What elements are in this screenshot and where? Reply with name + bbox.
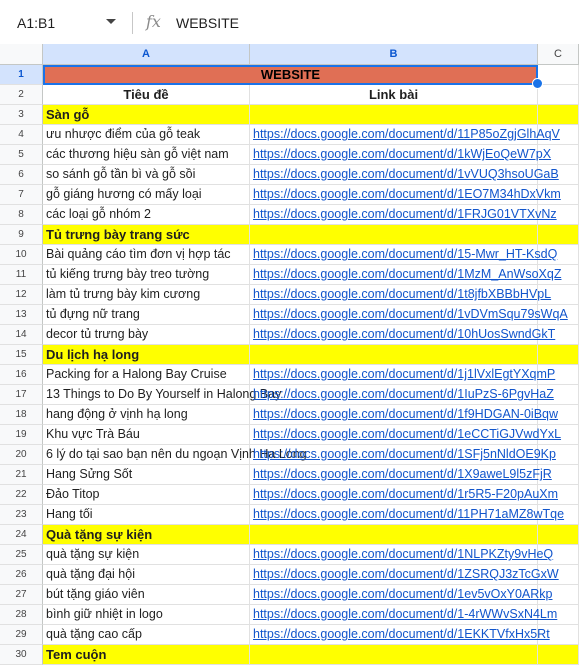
doc-link[interactable]: https://docs.google.com/document/d/1-4rWWvSxN4Lm	[253, 607, 558, 621]
doc-link[interactable]: https://docs.google.com/document/d/1EO7M34hDxVkm	[253, 187, 561, 201]
table-row	[0, 165, 579, 185]
empty-cell-c[interactable]	[538, 605, 579, 625]
row-header[interactable]: 19	[0, 425, 43, 445]
doc-link[interactable]: https://docs.google.com/document/d/1MzM_AnWsoXqZ	[253, 267, 562, 281]
table-row	[0, 365, 579, 385]
title-cell[interactable]: gỗ giáng hương có mấy loại	[43, 185, 250, 205]
select-all-corner[interactable]	[0, 44, 43, 65]
title-cell[interactable]: bình giữ nhiệt in logo	[43, 605, 250, 625]
table-row	[0, 465, 579, 485]
empty-cell-c[interactable]	[538, 185, 579, 205]
link-cell[interactable]	[250, 325, 556, 345]
formula-bar	[0, 0, 579, 44]
table-row	[0, 625, 579, 645]
row-header[interactable]: 29	[0, 625, 43, 645]
title-cell[interactable]: tủ kiếng trưng bày treo tường	[43, 265, 250, 285]
row-header[interactable]: 18	[0, 405, 43, 425]
row-header[interactable]: 6	[0, 165, 43, 185]
section-title-cell[interactable]: Sàn gỗ	[43, 105, 250, 125]
empty-cell-c[interactable]	[538, 505, 579, 525]
empty-cell-c[interactable]	[538, 65, 579, 85]
doc-link[interactable]: https://docs.google.com/document/d/15-Mwr_HT-KsdQ	[253, 247, 558, 261]
link-cell[interactable]	[250, 205, 557, 225]
chevron-down-icon[interactable]	[106, 19, 116, 24]
doc-link[interactable]: https://docs.google.com/document/d/1SFj5nNldOE9Kp	[253, 447, 556, 461]
link-cell[interactable]	[250, 485, 559, 505]
doc-link[interactable]: https://docs.google.com/document/d/1eCCTiGJVwdYxL	[253, 427, 562, 441]
title-cell[interactable]: quà tặng cao cấp	[43, 625, 250, 645]
empty-cell-c[interactable]	[538, 445, 579, 465]
table-row	[0, 605, 579, 625]
spreadsheet-grid	[0, 44, 579, 666]
table-row	[0, 145, 579, 165]
row-header[interactable]: 2	[0, 85, 43, 105]
title-cell[interactable]: 13 Things to Do By Yourself in Halong Bay	[43, 385, 250, 405]
title-cell[interactable]: hang động ở vịnh hạ long	[43, 405, 250, 425]
row-header[interactable]: 5	[0, 145, 43, 165]
table-row	[0, 545, 579, 565]
row-header[interactable]: 17	[0, 385, 43, 405]
table-row	[0, 125, 579, 145]
table-row	[0, 325, 579, 345]
row-header[interactable]: 4	[0, 125, 43, 145]
empty-cell-c[interactable]	[538, 465, 579, 485]
empty-cell-c[interactable]	[538, 245, 579, 265]
section-title-cell[interactable]: Du lịch hạ long	[43, 345, 250, 365]
row-header[interactable]: 10	[0, 245, 43, 265]
empty-cell-c[interactable]	[538, 565, 579, 585]
table-row	[0, 245, 579, 265]
section-title-cell[interactable]: Tem cuộn	[43, 645, 250, 665]
empty-cell-c[interactable]	[538, 85, 579, 105]
empty-cell-c[interactable]	[538, 145, 579, 165]
link-cell[interactable]	[250, 185, 561, 205]
title-cell[interactable]: các loại gỗ nhóm 2	[43, 205, 250, 225]
link-cell[interactable]	[250, 385, 554, 405]
doc-link[interactable]: https://docs.google.com/document/d/1vDVmSqu79sWqA	[253, 307, 568, 321]
row-header[interactable]: 7	[0, 185, 43, 205]
title-cell[interactable]: bút tặng giáo viên	[43, 585, 250, 605]
table-row	[0, 425, 579, 445]
table-row	[0, 185, 579, 205]
link-cell[interactable]	[250, 285, 552, 305]
table-row	[0, 265, 579, 285]
title-cell[interactable]: tủ đựng nữ trang	[43, 305, 250, 325]
table-row	[0, 305, 579, 325]
empty-cell-c[interactable]	[538, 585, 579, 605]
link-cell[interactable]	[250, 105, 538, 125]
link-cell[interactable]	[250, 545, 554, 565]
empty-cell-c[interactable]	[538, 125, 579, 145]
row-header[interactable]: 30	[0, 645, 43, 665]
fx-icon: fx	[146, 12, 161, 31]
empty-cell-c[interactable]	[538, 365, 579, 385]
doc-link[interactable]: https://docs.google.com/document/d/1IuPzS-6PgvHaZ	[253, 387, 554, 401]
title-cell[interactable]: 6 lý do tại sao bạn nên du ngoạn Vịnh Hạ Long	[43, 445, 250, 465]
empty-cell-c[interactable]	[538, 425, 579, 445]
row-header[interactable]: 26	[0, 565, 43, 585]
table-row	[0, 585, 579, 605]
doc-link[interactable]: https://docs.google.com/document/d/10hUosSwndGkT	[253, 327, 556, 341]
title-cell[interactable]: quà tặng đại hội	[43, 565, 250, 585]
link-cell[interactable]	[250, 605, 558, 625]
doc-link[interactable]: https://docs.google.com/document/d/1kWjEoQeW7pX	[253, 147, 552, 161]
formula-input[interactable]: WEBSITE	[176, 15, 240, 31]
empty-cell-c[interactable]	[538, 545, 579, 565]
link-cell[interactable]	[250, 365, 556, 385]
section-row	[0, 525, 579, 545]
section-row	[0, 345, 579, 365]
link-cell[interactable]	[250, 585, 553, 605]
link-cell[interactable]	[250, 505, 565, 525]
table-row	[0, 565, 579, 585]
link-cell[interactable]	[250, 345, 538, 365]
doc-link[interactable]: https://docs.google.com/document/d/1EKKTVfxHx5Rt	[253, 627, 550, 641]
empty-cell-c[interactable]	[538, 485, 579, 505]
row-header[interactable]: 8	[0, 205, 43, 225]
row-header[interactable]: 12	[0, 285, 43, 305]
title-cell[interactable]: Đảo Titop	[43, 485, 250, 505]
section-row	[0, 225, 579, 245]
doc-link[interactable]: https://docs.google.com/document/d/11P85oZgjGlhAqV	[253, 127, 560, 141]
row-header[interactable]: 9	[0, 225, 43, 245]
title-cell[interactable]: quà tặng sự kiện	[43, 545, 250, 565]
section-row	[0, 105, 579, 125]
column-header-a[interactable]: A	[43, 44, 250, 65]
link-cell[interactable]	[250, 565, 559, 585]
title-cell[interactable]: Khu vực Trà Báu	[43, 425, 250, 445]
merged-title-cell[interactable]: WEBSITE	[43, 65, 538, 85]
doc-link[interactable]: https://docs.google.com/document/d/1FRJG01VTXvNz	[253, 207, 557, 221]
name-box[interactable]: A1:B1	[17, 15, 56, 31]
link-cell[interactable]	[250, 305, 568, 325]
row-header[interactable]: 24	[0, 525, 43, 545]
table-row	[0, 385, 579, 405]
row-header[interactable]: 11	[0, 265, 43, 285]
doc-link[interactable]: https://docs.google.com/document/d/11PH71aMZ8wTqe	[253, 507, 565, 521]
link-cell[interactable]	[250, 405, 559, 425]
doc-link[interactable]: https://docs.google.com/document/d/1vVUQ3hsoUGaB	[253, 167, 559, 181]
header-row	[0, 85, 579, 105]
doc-link[interactable]: https://docs.google.com/document/d/1ev5vOxY0ARkp	[253, 587, 553, 601]
row-header[interactable]: 13	[0, 305, 43, 325]
empty-cell-c[interactable]	[538, 625, 579, 645]
title-cell[interactable]: so sánh gỗ tần bì và gỗ sồi	[43, 165, 250, 185]
formula-bar-divider	[132, 12, 133, 34]
row-header[interactable]: 27	[0, 585, 43, 605]
link-cell[interactable]	[250, 165, 559, 185]
row-header[interactable]: 1	[0, 65, 43, 85]
empty-cell-c[interactable]	[538, 325, 579, 345]
title-cell[interactable]: decor tủ trưng bày	[43, 325, 250, 345]
link-cell[interactable]	[250, 645, 538, 665]
section-title-cell[interactable]: Quà tặng sự kiện	[43, 525, 250, 545]
title-cell[interactable]: ưu nhược điểm của gỗ teak	[43, 125, 250, 145]
selection-fill-handle[interactable]	[532, 78, 543, 89]
link-cell[interactable]	[250, 425, 562, 445]
table-row	[0, 65, 579, 85]
empty-cell-c[interactable]	[538, 285, 579, 305]
title-cell[interactable]: các thương hiệu sàn gỗ việt nam	[43, 145, 250, 165]
link-cell[interactable]	[250, 225, 538, 245]
table-row	[0, 405, 579, 425]
row-header[interactable]: 3	[0, 105, 43, 125]
table-row	[0, 205, 579, 225]
title-cell[interactable]: Packing for a Halong Bay Cruise	[43, 365, 250, 385]
table-row	[0, 505, 579, 525]
column-header-b[interactable]: B	[250, 44, 538, 65]
title-cell[interactable]: làm tủ trưng bày kim cương	[43, 285, 250, 305]
doc-link[interactable]: https://docs.google.com/document/d/1NLPKZty9vHeQ	[253, 547, 554, 561]
empty-cell-c[interactable]	[538, 305, 579, 325]
row-header[interactable]: 20	[0, 445, 43, 465]
title-cell[interactable]: Bài quảng cáo tìm đơn vị hợp tác	[43, 245, 250, 265]
doc-link[interactable]: https://docs.google.com/document/d/1r5R5-F20pAuXm	[253, 487, 559, 501]
link-cell[interactable]	[250, 245, 558, 265]
table-row	[0, 485, 579, 505]
doc-link[interactable]: https://docs.google.com/document/d/1ZSRQJ3zTcGxW	[253, 567, 559, 581]
link-cell[interactable]: Link bài	[250, 85, 538, 105]
row-header[interactable]: 28	[0, 605, 43, 625]
empty-cell-c[interactable]	[538, 165, 579, 185]
row-header[interactable]: 14	[0, 325, 43, 345]
doc-link[interactable]: https://docs.google.com/document/d/1j1lVxlEgtYXqmP	[253, 367, 556, 381]
row-header[interactable]: 15	[0, 345, 43, 365]
table-row	[0, 445, 579, 465]
link-cell[interactable]	[250, 125, 560, 145]
title-cell[interactable]: Hang tối	[43, 505, 250, 525]
empty-cell-c[interactable]	[538, 385, 579, 405]
row-header[interactable]: 23	[0, 505, 43, 525]
doc-link[interactable]: https://docs.google.com/document/d/1X9aweL9l5zFjR	[253, 467, 552, 481]
title-cell[interactable]: Tiêu đề	[43, 85, 250, 105]
doc-link[interactable]: https://docs.google.com/document/d/1f9HDGAN-0iBqw	[253, 407, 559, 421]
link-cell[interactable]	[250, 145, 552, 165]
empty-cell-c[interactable]	[538, 405, 579, 425]
link-cell[interactable]	[250, 625, 550, 645]
row-header[interactable]: 16	[0, 365, 43, 385]
column-header-c[interactable]: C	[538, 44, 579, 65]
link-cell[interactable]	[250, 445, 556, 465]
row-header[interactable]: 22	[0, 485, 43, 505]
empty-cell-c[interactable]	[538, 205, 579, 225]
empty-cell-c[interactable]	[538, 225, 579, 245]
empty-cell-c[interactable]	[538, 345, 579, 365]
row-header[interactable]: 25	[0, 545, 43, 565]
table-row	[0, 285, 579, 305]
link-cell[interactable]	[250, 265, 562, 285]
empty-cell-c[interactable]	[538, 645, 579, 665]
empty-cell-c[interactable]	[538, 265, 579, 285]
doc-link[interactable]: https://docs.google.com/document/d/1t8jfbXBBbHVpL	[253, 287, 552, 301]
link-cell[interactable]	[250, 465, 552, 485]
section-title-cell[interactable]: Tủ trưng bày trang sức	[43, 225, 250, 245]
empty-cell-c[interactable]	[538, 105, 579, 125]
section-row	[0, 645, 579, 665]
empty-cell-c[interactable]	[538, 525, 579, 545]
link-cell[interactable]	[250, 525, 538, 545]
title-cell[interactable]: Hang Sửng Sốt	[43, 465, 250, 485]
row-header[interactable]: 21	[0, 465, 43, 485]
